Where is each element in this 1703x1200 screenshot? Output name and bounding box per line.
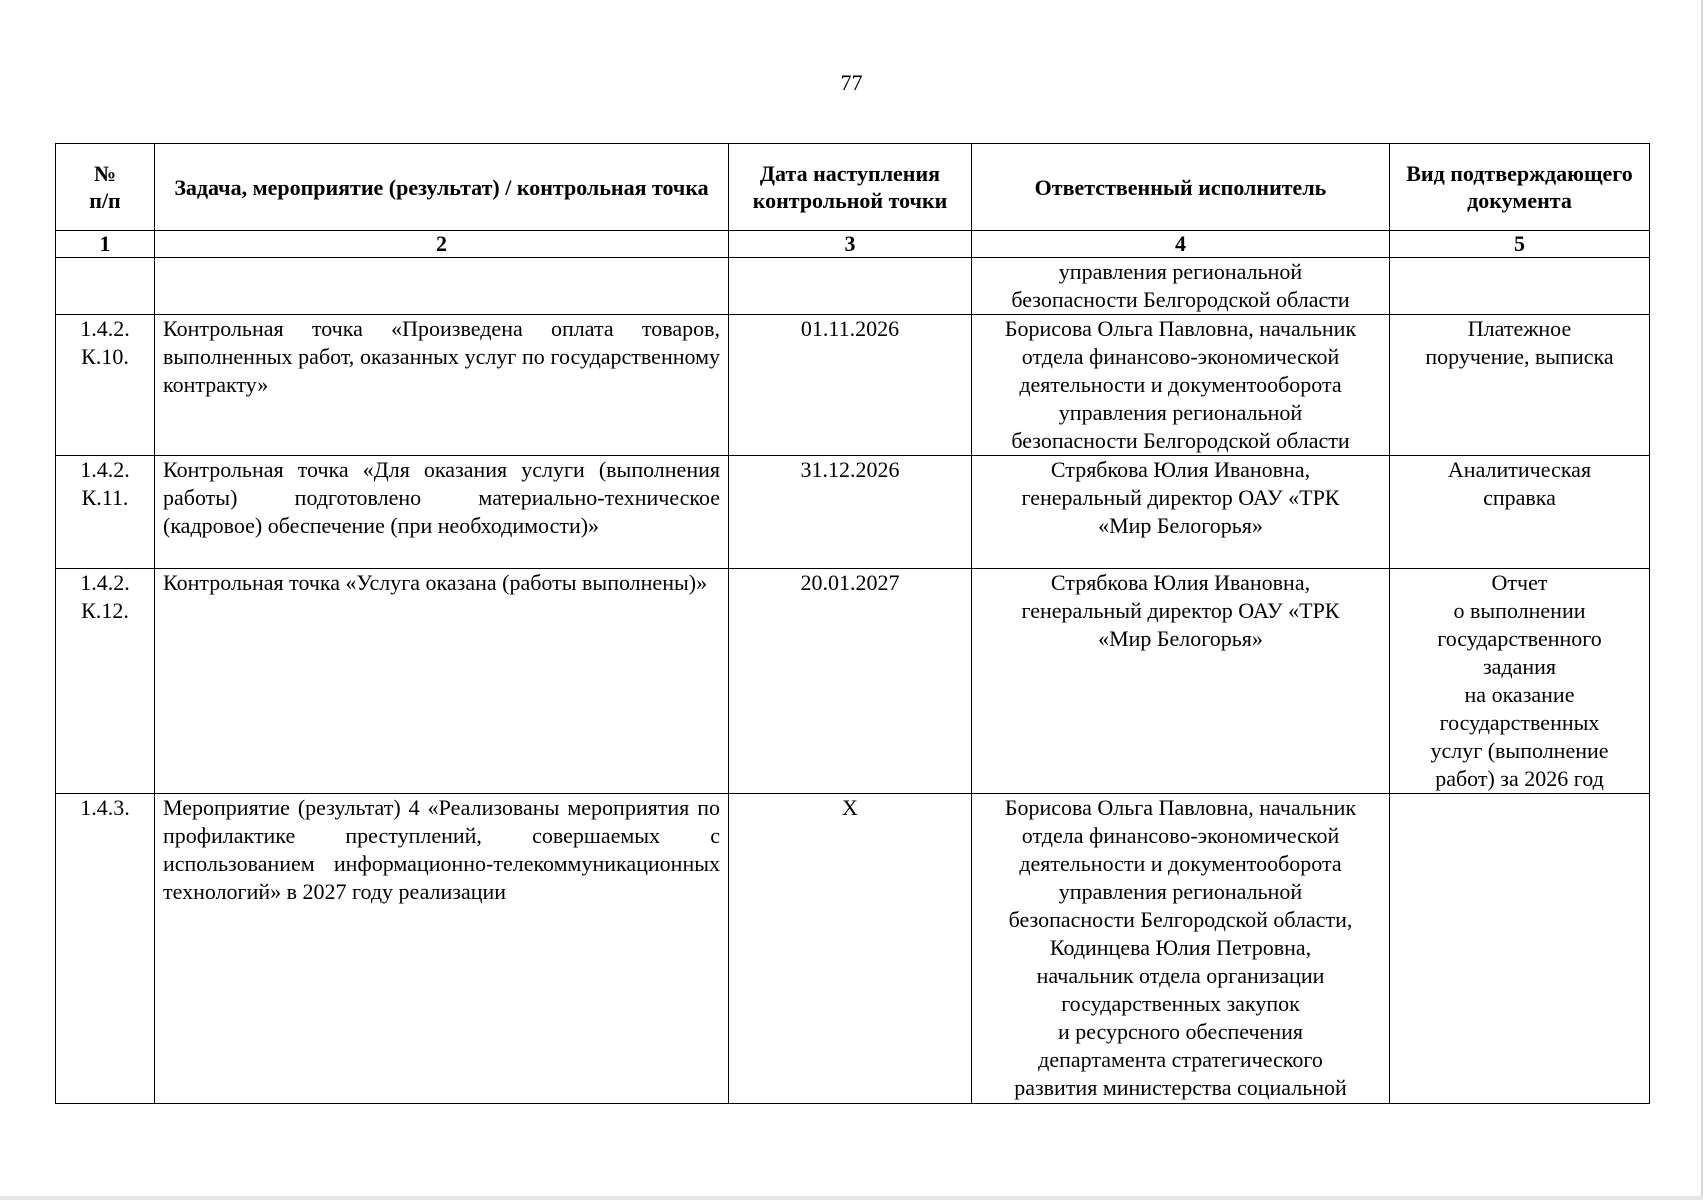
row-document: Отчет о выполнении государственного задания на оказание государственных услуг (выполнение работ) за 2026 год bbox=[1390, 569, 1650, 794]
row-date: 01.11.2026 bbox=[729, 315, 972, 456]
row-number: 1.4.3. bbox=[56, 794, 155, 1104]
header-responsible: Ответственный исполнитель bbox=[972, 144, 1390, 231]
row-responsible: Стрябкова Юлия Ивановна, генеральный директор ОАУ «ТРК «Мир Белогорья» bbox=[972, 569, 1390, 794]
row-date bbox=[729, 258, 972, 315]
column-number-row bbox=[56, 231, 1650, 258]
header-num: № п/п bbox=[56, 144, 155, 231]
table-row bbox=[56, 315, 1650, 456]
row-document: Аналитическая справка bbox=[1390, 456, 1650, 569]
column-number: 3 bbox=[729, 231, 972, 258]
row-document bbox=[1390, 794, 1650, 1104]
header-row bbox=[56, 144, 1650, 231]
column-number: 4 bbox=[972, 231, 1390, 258]
row-document: Платежное поручение, выписка bbox=[1390, 315, 1650, 456]
header-date: Дата наступления контрольной точки bbox=[729, 144, 972, 231]
row-date: Х bbox=[729, 794, 972, 1104]
row-number: 1.4.2. К.10. bbox=[56, 315, 155, 456]
table-row bbox=[56, 794, 1650, 1104]
header-document: Вид подтверждающего документа bbox=[1390, 144, 1650, 231]
row-number bbox=[56, 258, 155, 315]
row-task: Контрольная точка «Услуга оказана (работы выполнены)» bbox=[155, 569, 729, 794]
row-task: Контрольная точка «Для оказания услуги (выполнения работы) подготовлено материально-техническое (кадровое) обеспечение (при необходимости)» bbox=[155, 456, 729, 569]
row-task: Контрольная точка «Произведена оплата товаров, выполненных работ, оказанных услуг по государственному контракту» bbox=[155, 315, 729, 456]
table-row bbox=[56, 456, 1650, 569]
column-number: 1 bbox=[56, 231, 155, 258]
row-responsible: Борисова Ольга Павловна, начальник отдела финансово-экономической деятельности и документооборота управления региональной безопасности Белгородской области bbox=[972, 315, 1390, 456]
row-task bbox=[155, 258, 729, 315]
scan-bottom-edge bbox=[0, 1196, 1703, 1200]
page-number: 77 bbox=[840, 70, 863, 95]
row-number: 1.4.2. К.12. bbox=[56, 569, 155, 794]
row-number: 1.4.2. К.11. bbox=[56, 456, 155, 569]
row-responsible: Стрябкова Юлия Ивановна, генеральный директор ОАУ «ТРК «Мир Белогорья» bbox=[972, 456, 1390, 569]
row-date: 20.01.2027 bbox=[729, 569, 972, 794]
row-task: Мероприятие (результат) 4 «Реализованы мероприятия по профилактике преступлений, совершаемых с использованием информационно-телекоммуникационных технологий» в 2027 году реализации bbox=[155, 794, 729, 1104]
column-number: 5 bbox=[1390, 231, 1650, 258]
control-points-table bbox=[55, 143, 1650, 1104]
row-date: 31.12.2026 bbox=[729, 456, 972, 569]
row-responsible: управления региональной безопасности Белгородской области bbox=[972, 258, 1390, 315]
row-responsible: Борисова Ольга Павловна, начальник отдела финансово-экономической деятельности и документооборота управления региональной безопасности Белгородской области, Кодинцева Юлия Петровна, начальник отдела организации государственных закупок и ресурсного обеспечения департамента стратегического развития министерства социальной bbox=[972, 794, 1390, 1104]
table-row bbox=[56, 258, 1650, 315]
table-row bbox=[56, 569, 1650, 794]
row-document bbox=[1390, 258, 1650, 315]
column-number: 2 bbox=[155, 231, 729, 258]
header-task: Задача, мероприятие (результат) / контрольная точка bbox=[155, 144, 729, 231]
